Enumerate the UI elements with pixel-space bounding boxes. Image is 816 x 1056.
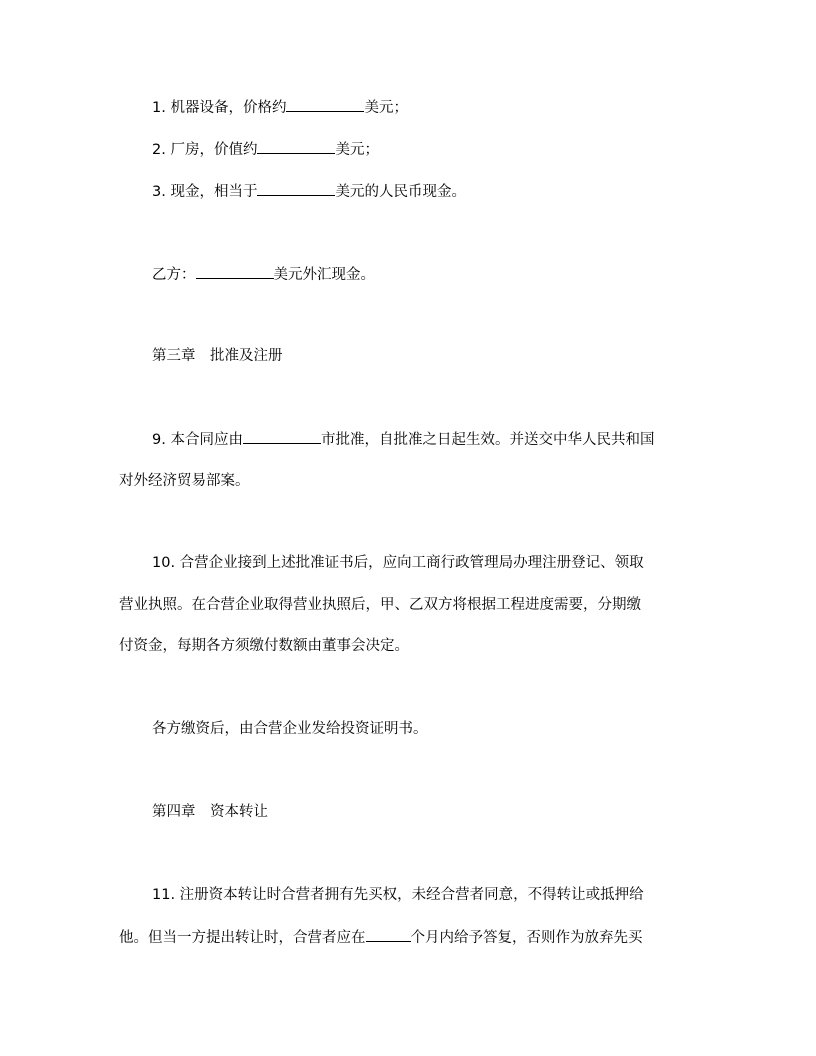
article-10-line-1: 10. 合营企业接到上述批准证书后，应向工商行政管理局办理注册登记、领取: [152, 555, 644, 571]
chapter-4-heading: 第四章 资本转让: [152, 804, 268, 820]
item-text: 1. 机器设备，价格约: [152, 100, 287, 116]
article-text: 9. 本合同应由: [152, 432, 243, 448]
article-11-line-1: 11. 注册资本转让时合营者拥有先买权，未经合营者同意，不得转让或抵押给: [152, 887, 644, 903]
article-text: 个月内给予答复，否则作为放弃先买: [410, 930, 643, 946]
item-factory: [152, 139, 379, 160]
fill-blank: [257, 181, 335, 196]
fill-blank: [366, 927, 411, 942]
article-11-line-2: [119, 927, 643, 948]
item-text: 美元；: [364, 100, 408, 116]
party-b-text: 美元外汇现金。: [273, 267, 375, 283]
item-text: 美元；: [335, 142, 379, 158]
after-payment-paragraph: 各方缴资后，由合营企业发给投资证明书。: [152, 721, 428, 737]
article-10-line-2: 营业执照。在合营企业取得营业执照后，甲、乙双方将根据工程进度需要，分期缴: [119, 597, 641, 613]
article-9-line-2: 对外经济贸易部案。: [119, 473, 250, 489]
item-text: 3. 现金，相当于: [152, 184, 258, 200]
party-b-line: [152, 264, 375, 285]
fill-blank: [257, 139, 335, 154]
item-text: 2. 厂房，价值约: [152, 142, 258, 158]
article-text: 他。但当一方提出转让时，合营者应在: [119, 930, 366, 946]
party-b-label: 乙方：: [152, 267, 196, 283]
article-9-line-1: [152, 429, 654, 450]
article-text: 市批准，自批准之日起生效。并送交中华人民共和国: [320, 432, 655, 448]
chapter-3-heading: 第三章 批准及注册: [152, 348, 283, 364]
item-cash: [152, 181, 466, 202]
fill-blank: [243, 429, 321, 444]
fill-blank: [196, 264, 274, 279]
item-text: 美元的人民币现金。: [335, 184, 466, 200]
item-machinery: [152, 97, 408, 118]
article-10-line-3: 付资金，每期各方须缴付数额由董事会决定。: [119, 638, 409, 654]
fill-blank: [286, 97, 364, 112]
